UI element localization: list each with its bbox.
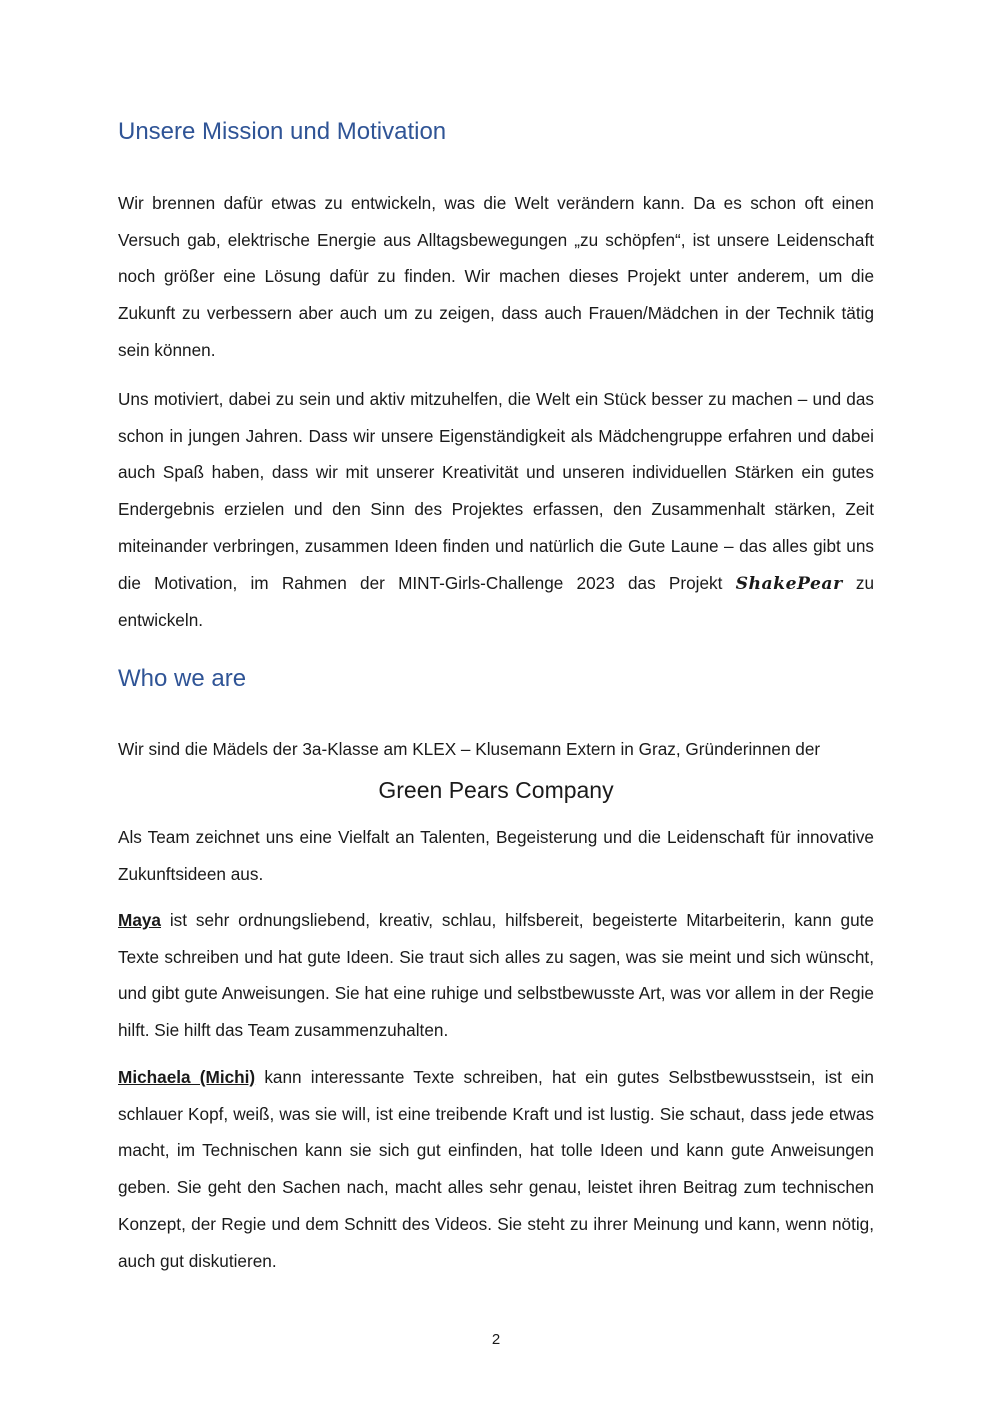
member-name: Michaela (Michi) [118, 1067, 256, 1087]
mission-paragraph-1: Wir brennen dafür etwas zu entwickeln, was die Welt verändern kann. Da es schon oft einen Versuch gab, elektrische Energie aus Alltagsbewegungen „zu schöpfen“, ist unsere Leidenschaft noch größer eine Lösung dafür zu finden. Wir machen dieses Projekt unter anderem, um die Zukunft zu verbessern aber auch um zu zeigen, dass auch Frauen/Mädchen in der Technik tätig sein können. [118, 193, 874, 360]
company-name: Green Pears Company [378, 777, 614, 803]
member-paragraph [118, 902, 874, 1049]
member-description: ist sehr ordnungsliebend, kreativ, schlau, hilfsbereit, begeisterte Mitarbeiterin, kann gute Texte schreiben und hat gute Ideen. Sie traut sich alles zu sagen, was sie meint und sich wünscht, und gibt gute Anweisungen. Sie hat eine ruhige und selbstbewusste Art, was vor allem in der Regie hilft. Sie hilft das Team zusammenzuhalten. [118, 910, 874, 1041]
mission-paragraph-2-text: Uns motiviert, dabei zu sein und aktiv mitzuhelfen, die Welt ein Stück besser zu machen – und das schon in jungen Jahren. Dass wir unsere Eigenständigkeit als Mädchengruppe erfahren und dabei auch Spaß haben, dass wir mit unserer Kreativität und unseren individuellen Stärken ein gutes Endergebnis erzielen und den Sinn des Projektes erfassen, den Zusammenhalt stärken, Zeit miteinander verbringen, zusammen Ideen finden und natürlich die Gute Laune – das alles gibt uns die Motivation, im Rahmen der MINT-Girls-Challenge 2023 das Projekt [118, 389, 874, 593]
member-name: Maya [118, 910, 161, 930]
page-number: 2 [491, 1331, 501, 1348]
mission-paragraph-2-end: zu entwickeln. [118, 572, 874, 631]
heading-who-we-are: Who we are [118, 665, 247, 692]
mission-paragraph-2 [118, 381, 874, 639]
who-intro-paragraph: Wir sind die Mädels der 3a-Klasse am KLEX – Klusemann Extern in Graz, Gründerinnen der [118, 739, 821, 759]
member-paragraph [118, 1059, 874, 1279]
shakepear-logo: ShakePear [735, 573, 843, 594]
heading-mission: Unsere Mission und Motivation [118, 118, 447, 145]
team-paragraph: Als Team zeichnet uns eine Vielfalt an Talenten, Begeisterung und die Leidenschaft für innovative Zukunftsideen aus. [118, 827, 874, 884]
member-description: kann interessante Texte schreiben, hat ein gutes Selbstbewusstsein, ist ein schlauer Kopf, weiß, was sie will, ist eine treibende Kraft und ist lustig. Sie schaut, dass jede etwas macht, im Technischen kann sie sich gut einfinden, hat tolle Ideen und kann gute Anweisungen geben. Sie geht den Sachen nach, macht alles sehr genau, leistet ihren Beitrag zum technischen Konzept, der Regie und dem Schnitt des Videos. Sie steht zu ihrer Meinung und kann, wenn nötig, auch gut diskutieren. [118, 1067, 874, 1271]
